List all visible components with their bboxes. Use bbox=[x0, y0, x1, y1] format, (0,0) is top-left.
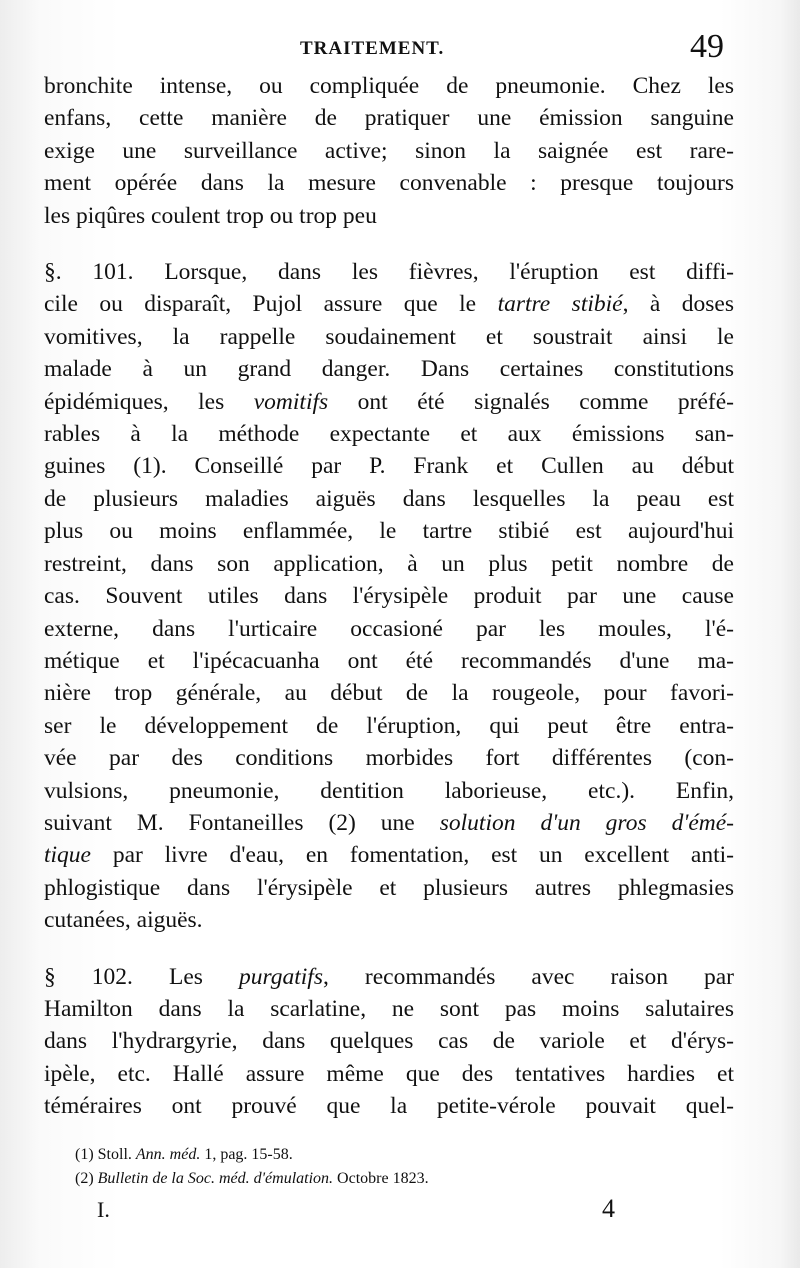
text-line: exige une surveillance active; sinon la saignée est rare- bbox=[44, 137, 734, 164]
text-line: cas. Souvent utiles dans l'érysipèle produit par une cause bbox=[44, 583, 734, 610]
text-line: téméraires ont prouvé que la petite-vérole pouvait quel- bbox=[44, 1093, 734, 1120]
text-line: dans l'hydrargyrie, dans quelques cas de variole et d'érys- bbox=[44, 1028, 734, 1055]
text-line bbox=[44, 807, 734, 839]
text-run: cile ou disparaît, Pujol assure que le bbox=[44, 291, 477, 318]
italic-term: tique bbox=[44, 842, 91, 869]
italic-term: vomitifs bbox=[253, 388, 329, 415]
page-number: 49 bbox=[690, 28, 724, 65]
text-line bbox=[44, 839, 734, 871]
footnotes bbox=[75, 1143, 429, 1191]
footnote-ref: Octobre 1823. bbox=[337, 1170, 429, 1187]
text-line: vomitives, la rappelle soudainement et soustrait ainsi le bbox=[44, 323, 734, 350]
text-line: les piqûres coulent trop ou trop peu bbox=[44, 202, 377, 229]
text-run: , recommandés avec raison par bbox=[322, 963, 735, 990]
text-line bbox=[44, 386, 734, 418]
text-line: vulsions, pneumonie, dentition laborieuse, etc.). Enfin, bbox=[44, 777, 734, 804]
text-run: § 102. Les bbox=[44, 963, 203, 990]
footnote-source: Stoll. bbox=[97, 1146, 132, 1163]
paragraph-1 bbox=[44, 70, 734, 232]
text-line: guines (1). Conseillé par P. Frank et Cullen au début bbox=[44, 453, 734, 480]
text-line: rables à la méthode expectante et aux émissions san- bbox=[44, 421, 734, 448]
text-line: cutanées, aiguës. bbox=[44, 907, 203, 934]
italic-term: tartre stibié bbox=[497, 291, 623, 318]
italic-term: solution d'un gros d'émé- bbox=[439, 809, 735, 836]
text-line: métique et l'ipécacuanha ont été recommandés d'une ma- bbox=[44, 647, 734, 674]
footnote-1 bbox=[75, 1143, 429, 1167]
sheet-number: 4 bbox=[602, 1194, 615, 1223]
footnote-work: Bulletin de la Soc. méd. d'émulation. bbox=[97, 1170, 334, 1187]
text-line bbox=[44, 961, 734, 993]
text-run: par livre d'eau, en fomentation, est un excellent anti- bbox=[112, 842, 734, 869]
footnote-ref: 1, pag. 15-58. bbox=[204, 1146, 293, 1163]
footnote-mark: (2) bbox=[75, 1170, 94, 1187]
footnote-2 bbox=[75, 1167, 429, 1191]
text-run: , à doses bbox=[622, 291, 735, 318]
text-line: externe, dans l'urticaire occasioné par les moules, l'é- bbox=[44, 615, 734, 642]
footnote-work: Ann. méd. bbox=[135, 1146, 201, 1163]
text-run: ont été signalés comme préfé- bbox=[357, 388, 735, 415]
text-line: phlogistique dans l'érysipèle et plusieurs autres phlegmasies bbox=[44, 874, 734, 901]
body-text bbox=[44, 70, 734, 1123]
text-line: plus ou moins enflammée, le tartre stibié est aujourd'hui bbox=[44, 518, 734, 545]
text-line: restreint, dans son application, à un plus petit nombre de bbox=[44, 550, 734, 577]
text-line: §. 101. Lorsque, dans les fièvres, l'éruption est diffi- bbox=[44, 259, 734, 286]
text-line: ment opérée dans la mesure convenable : presque toujours bbox=[44, 170, 734, 197]
text-line: vée par des conditions morbides fort différentes (con- bbox=[44, 745, 734, 772]
text-line: nière trop générale, au début de la rougeole, pour favori- bbox=[44, 680, 734, 707]
text-line: ser le développement de l'éruption, qui peut être entra- bbox=[44, 712, 734, 739]
paragraph-102 bbox=[44, 961, 734, 1123]
paragraph-101 bbox=[44, 256, 734, 937]
text-run: épidémiques, les bbox=[44, 388, 225, 415]
text-line: Hamilton dans la scarlatine, ne sont pas moins salutaires bbox=[44, 995, 734, 1022]
text-run: suivant M. Fontaneilles (2) une bbox=[44, 809, 415, 836]
italic-term: purgatifs bbox=[238, 963, 323, 990]
text-line: malade à un grand danger. Dans certaines constitutions bbox=[44, 356, 734, 383]
text-line bbox=[44, 288, 734, 320]
running-head: TRAITEMENT. bbox=[300, 38, 445, 59]
text-line: enfans, cette manière de pratiquer une émission sanguine bbox=[44, 105, 734, 132]
text-line: bronchite intense, ou compliquée de pneumonie. Chez les bbox=[44, 73, 734, 99]
footnote-mark: (1) bbox=[75, 1146, 94, 1163]
text-line: ipèle, etc. Hallé assure même que des tentatives hardies et bbox=[44, 1060, 734, 1087]
signature-mark: I. bbox=[97, 1197, 110, 1222]
text-line: de plusieurs maladies aiguës dans lesquelles la peau est bbox=[44, 485, 734, 512]
